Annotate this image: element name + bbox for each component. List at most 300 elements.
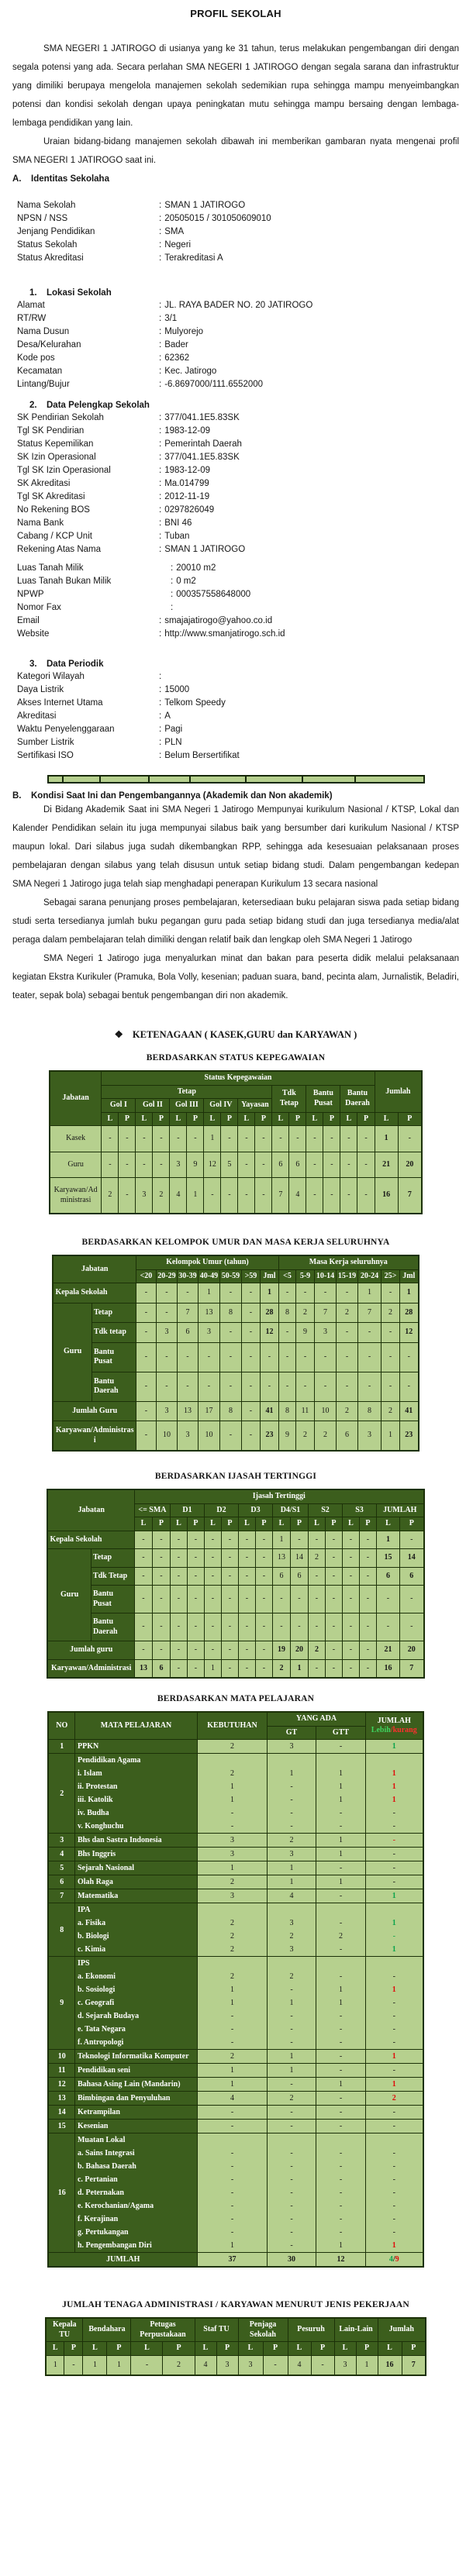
data-cell: - (366, 2064, 423, 2078)
header-cell: Jumlah guru (47, 1641, 134, 1660)
data-cell: 2 (308, 1641, 325, 1660)
field-value: 1983-12-09 (164, 426, 211, 436)
data-cell: 1 (107, 2355, 131, 2375)
data-cell: - (267, 2173, 316, 2186)
header-cell: e. Kerochanian/Agama (74, 2199, 197, 2213)
data-cell: 2 (197, 1740, 267, 1754)
field-row (17, 226, 459, 239)
header-cell: Bhs Inggris (74, 1848, 197, 1861)
data-cell: - (221, 1178, 238, 1214)
data-cell: - (295, 1372, 314, 1401)
data-cell: 1 (204, 1659, 221, 1678)
table-row (48, 2009, 423, 2023)
data-cell: - (381, 1323, 399, 1343)
data-cell: - (290, 1613, 308, 1641)
table-block-tenaga-administrasi (12, 2300, 459, 2376)
field-colon: : (159, 413, 162, 422)
table-block-ijasah-tertinggi (12, 1472, 459, 1679)
header-cell: P (289, 1112, 306, 1126)
header-cell: 14 (48, 2106, 74, 2120)
header-cell: Karyawan/Administrasi (47, 1659, 134, 1678)
data-cell: - (366, 2173, 423, 2186)
table-row (48, 2160, 423, 2173)
header-cell: iv. Budha (74, 1806, 197, 1820)
header-cell: L (342, 1517, 359, 1531)
table-mata-pelajaran (47, 1711, 423, 2268)
field-label: Kode pos (17, 353, 55, 363)
header-cell: 10-14 (314, 1269, 336, 1283)
field-label: Akses Internet Utama (17, 698, 103, 708)
data-cell: 4 (288, 2355, 311, 2375)
data-cell: 1 (267, 2050, 316, 2064)
header-cell: Bantu Daerah (340, 1085, 375, 1112)
header-cell: L (238, 1517, 255, 1531)
table-row (48, 1780, 423, 1793)
data-cell: 14 (290, 1549, 308, 1568)
data-cell: - (325, 1659, 342, 1678)
header-cell: P (290, 1517, 308, 1531)
data-cell: - (238, 1586, 255, 1613)
field-row (17, 438, 459, 451)
section-b-paragraph-3: SMA Negeri 1 Jatirogo juga menyalurkan minat dan bakan para peserta didik melalui pelaksanaan kegiatan Ekstra Kurikuler (Pramuka, Bola Volly, kesenian; paduan suara, band, pecinta alam, Jurnalistik, Beladiri, teater, sepak bola) sebagai bentuk pengembangan diri non akademik. (12, 954, 459, 1000)
header-cell: Kesenian (74, 2120, 197, 2133)
data-cell: 13 (177, 1401, 198, 1421)
data-cell: - (170, 1549, 187, 1568)
data-cell: 7 (398, 1178, 422, 1214)
data-cell: 1 (366, 1780, 423, 1793)
header-cell: b. Sosiologi (74, 1983, 197, 1996)
diamond-bullet-icon: ❖ (114, 1029, 123, 1040)
field-label: Luas Tanah Milik (17, 563, 84, 573)
field-label: Tgl SK Akreditasi (17, 492, 85, 501)
data-cell: - (136, 1342, 156, 1372)
header-cell: Gol II (136, 1099, 170, 1113)
field-row (17, 588, 459, 601)
periodik-number: 3. (29, 659, 37, 669)
data-cell: - (241, 1401, 260, 1421)
header-cell: L (340, 1112, 357, 1126)
header-cell: JUMLAH (376, 1503, 423, 1517)
strip-cell (150, 777, 191, 782)
data-cell: 4 (195, 2355, 216, 2375)
data-cell (366, 1957, 423, 1971)
header-cell: b. Biologi (74, 1930, 197, 1943)
pelengkap-heading (12, 401, 459, 410)
header-cell: Jml (260, 1269, 278, 1283)
table-ijasah-tertinggi (47, 1489, 424, 1679)
field-colon: : (159, 672, 162, 681)
data-cell: - (366, 2036, 423, 2050)
table-row (48, 2036, 423, 2050)
data-cell: - (134, 1567, 152, 1586)
header-cell: Muatan Lokal (74, 2133, 197, 2147)
field-colon: : (159, 545, 162, 554)
data-cell (316, 1754, 365, 1768)
data-cell: - (221, 1641, 238, 1660)
data-cell: 1 (366, 1767, 423, 1780)
table-row (46, 2318, 426, 2342)
strip-cell (64, 777, 101, 782)
data-cell: - (187, 1549, 204, 1568)
data-cell: 3 (197, 1889, 267, 1903)
table-title-mata-pelajaran: BERDASARKAN MATA PELAJARAN (157, 1694, 315, 1703)
identitas-list (12, 199, 459, 265)
header-cell: c. Geografi (74, 1996, 197, 2009)
data-cell: - (267, 2147, 316, 2160)
field-row (17, 252, 459, 265)
data-cell: - (308, 1531, 325, 1549)
section-b-paragraph-2: Sebagai sarana penunjang proses pembelajaran, ketersediaan buku pelajaran siswa pada setiap bidang studi serta tersedianya jumlah buku pegangan guru pada setiap bidang studi dan juga tersedianya media/alat peraga dalam pembelajaran telah dimiliki dengan relatif baik dan lengkap oleh SMA Negeri 1 Jatirogo (12, 898, 459, 945)
header-cell: P (64, 2342, 83, 2356)
data-cell: - (308, 1586, 325, 1613)
data-cell: - (316, 1970, 365, 1983)
field-label: Status Sekolah (17, 240, 78, 250)
field-row (17, 723, 459, 736)
table-row (48, 2120, 423, 2133)
data-cell: - (197, 2160, 267, 2173)
data-cell (366, 1903, 423, 1917)
header-cell: IPA (74, 1903, 197, 1917)
table-row (47, 1489, 423, 1503)
data-cell: 37 (197, 2253, 267, 2268)
strip-cell (49, 777, 64, 782)
header-cell: 9 (48, 1957, 74, 2050)
data-cell: 1 (197, 2078, 267, 2092)
data-cell: - (267, 1820, 316, 1834)
data-cell: - (134, 1586, 152, 1613)
field-value: 2012-11-19 (164, 492, 210, 501)
header-cell: b. Bahasa Daerah (74, 2160, 197, 2173)
data-cell: 1 (399, 1283, 418, 1303)
data-cell: 30 (267, 2253, 316, 2268)
data-cell: 1 (366, 1917, 423, 1930)
table-row (50, 1178, 422, 1214)
field-value: 377/041.1E5.83SK (164, 453, 240, 462)
data-cell: - (316, 2186, 365, 2199)
header-cell: 5 (48, 1861, 74, 1875)
field-row (17, 451, 459, 464)
data-cell: - (316, 2023, 365, 2036)
section-a-title: Identitas Sekolaha (31, 174, 109, 184)
data-cell: - (366, 1834, 423, 1848)
data-cell: - (366, 1996, 423, 2009)
header-cell: d. Peternakan (74, 2186, 197, 2199)
data-cell: 6 (336, 1421, 357, 1452)
data-cell: - (366, 1806, 423, 1820)
data-cell: 12 (316, 2253, 365, 2268)
header-cell: P (216, 2342, 238, 2356)
data-cell: - (197, 2036, 267, 2050)
data-cell: - (197, 2199, 267, 2213)
data-cell: 3 (156, 1401, 177, 1421)
table-row (53, 1342, 418, 1372)
field-colon: : (159, 751, 162, 760)
table-row (48, 2023, 423, 2036)
field-row (17, 562, 459, 575)
header-cell: L (376, 1517, 399, 1531)
header-cell: P (357, 1112, 375, 1126)
header-cell: PPKN (74, 1740, 197, 1754)
header-cell: Bimbingan dan Penyuluhan (74, 2092, 197, 2106)
data-cell: - (366, 2120, 423, 2133)
data-cell: - (290, 1531, 308, 1549)
header-cell: d. Sejarah Budaya (74, 2009, 197, 2023)
table-row (46, 2355, 426, 2375)
data-cell (316, 1903, 365, 1917)
data-cell: - (267, 1780, 316, 1793)
header-cell: L (195, 2342, 216, 2356)
header-cell: Jumlah (375, 1071, 422, 1112)
data-cell: - (316, 2036, 365, 2050)
lokasi-heading (12, 288, 459, 298)
periodik-list (12, 670, 459, 763)
header-cell: Tetap (91, 1303, 136, 1323)
data-cell: - (136, 1303, 156, 1323)
data-cell: - (357, 1178, 375, 1214)
table-row (48, 2147, 423, 2160)
pelengkap-title: Data Pelengkap Sekolah (47, 401, 150, 410)
data-cell: - (366, 1848, 423, 1861)
data-cell: - (316, 1806, 365, 1820)
data-cell: - (342, 1531, 359, 1549)
table-row (48, 2078, 423, 2092)
field-colon: : (171, 563, 174, 573)
field-colon: : (159, 214, 162, 223)
header-cell: Petugas Perpustakaan (131, 2318, 195, 2342)
field-value: Terakreditasi A (164, 253, 223, 263)
field-label: Sertifikasi ISO (17, 751, 74, 760)
data-cell: - (177, 1283, 198, 1303)
header-cell: Kelompok Umur (tahun) (136, 1255, 278, 1269)
data-cell: - (325, 1549, 342, 1568)
header-cell: Teknologi Informatika Komputer (74, 2050, 197, 2064)
table-row (48, 1740, 423, 1754)
data-cell: 2 (308, 1549, 325, 1568)
data-cell: - (336, 1342, 357, 1372)
intro-paragraph-2: Uraian bidang-bidang manajemen sekolah dibawah ini memberikan gambaran nyata mengenai profil SMA NEGERI 1 JATIROGO saat ini. (12, 137, 459, 165)
data-cell: - (267, 2009, 316, 2023)
data-cell: 1 (267, 1996, 316, 2009)
data-cell: - (340, 1178, 357, 1214)
table-status-kepegawaian (49, 1070, 423, 1214)
data-cell: - (399, 1613, 423, 1641)
data-cell: - (156, 1372, 177, 1401)
data-cell (267, 1754, 316, 1768)
section-b-paragraph-1: Di Bidang Akademik Saat ini SMA Negeri 1 Jatirogo Mempunyai kurikulum Nasional / KTSP, Lokal dan Kalender Pendidikan selain itu juga mempunyai silabus baik yang bersumber dari kurikulum Nasional / KTSP maupun lokal. Dari silabus juga sudah dikembangkan RPP, sehingga ada kesesuaian pelaksanaan proses pembelajaran dengan silabus yang telah disusun untuk setiap bidang studi. Dalam pengembangan kedepan SMA Negeri 1 Jatirogo juga telah siap menghadapi penerapan Kurikulum 13 secara nasional (12, 805, 459, 889)
data-cell: - (204, 1613, 221, 1641)
field-row (17, 575, 459, 588)
field-colon: : (159, 367, 162, 376)
header-cell: 10 (48, 2050, 74, 2064)
header-cell: Guru (47, 1549, 91, 1641)
header-cell: P (359, 1517, 376, 1531)
data-cell: 21 (375, 1152, 398, 1178)
data-cell: - (255, 1126, 272, 1152)
data-cell: - (219, 1283, 241, 1303)
data-cell: - (255, 1586, 272, 1613)
data-cell: - (102, 1126, 119, 1152)
data-cell: - (272, 1586, 290, 1613)
data-cell: - (156, 1283, 177, 1303)
table-row (53, 1303, 418, 1323)
header-cell: GT (267, 1726, 316, 1740)
data-cell: - (221, 1567, 238, 1586)
header-cell: Jabatan (53, 1255, 136, 1283)
data-cell: 16 (378, 2355, 402, 2375)
field-label: Kecamatan (17, 367, 63, 376)
data-cell: - (241, 1372, 260, 1401)
data-cell: - (316, 1820, 365, 1834)
table-row (47, 1586, 423, 1613)
header-cell: KEBUTUHAN (197, 1712, 267, 1740)
header-cell: Jabatan (50, 1071, 102, 1126)
data-cell: 1 (316, 1848, 365, 1861)
table-row (47, 1613, 423, 1641)
data-cell: 2 (295, 1421, 314, 1452)
field-row (17, 736, 459, 749)
table-row (53, 1372, 418, 1401)
data-cell: - (241, 1283, 260, 1303)
field-colon: : (159, 453, 162, 462)
data-cell: - (295, 1342, 314, 1372)
data-cell (316, 2133, 365, 2147)
field-value: JL. RAYA BADER NO. 20 JATIROGO (164, 301, 313, 310)
data-cell: - (376, 1586, 399, 1613)
header-cell: Gol I (102, 1099, 136, 1113)
data-cell: 12 (399, 1323, 418, 1343)
field-colon: : (159, 353, 162, 363)
strip-cell (303, 777, 356, 782)
data-cell: - (219, 1421, 241, 1452)
field-value: Mulyorejo (164, 327, 204, 336)
field-label: Tgl SK Izin Operasional (17, 466, 111, 475)
table-row (48, 2106, 423, 2120)
field-label: Cabang / KCP Unit (17, 532, 92, 541)
data-cell: - (359, 1586, 376, 1613)
table-row (48, 1943, 423, 1957)
data-cell: 3 (267, 1917, 316, 1930)
data-cell: - (314, 1342, 336, 1372)
data-cell: 3 (267, 1943, 316, 1957)
data-cell: - (197, 2009, 267, 2023)
data-cell: - (177, 1372, 198, 1401)
data-cell: - (359, 1567, 376, 1586)
table-row (48, 2133, 423, 2147)
header-cell: 15 (48, 2120, 74, 2133)
header-cell: S3 (342, 1503, 376, 1517)
field-row (17, 670, 459, 684)
data-cell: - (221, 1659, 238, 1678)
data-cell: - (290, 1586, 308, 1613)
header-cell: 8 (48, 1903, 74, 1957)
data-cell: - (238, 1613, 255, 1641)
data-cell: - (152, 1567, 170, 1586)
field-label: NPSN / NSS (17, 214, 68, 223)
data-cell: - (238, 1178, 255, 1214)
field-value: Negeri (164, 240, 192, 250)
header-cell: Bantu Pusat (91, 1586, 134, 1613)
data-cell: - (136, 1421, 156, 1452)
data-cell: - (238, 1152, 255, 1178)
header-cell: L (83, 2342, 107, 2356)
data-cell: 3 (177, 1421, 198, 1452)
data-cell: 6 (272, 1152, 289, 1178)
header-cell: Lain-Lain (334, 2318, 378, 2342)
data-cell: 41 (260, 1401, 278, 1421)
field-row (17, 365, 459, 378)
data-cell: - (134, 1549, 152, 1568)
data-cell: - (221, 1531, 238, 1549)
data-cell: - (255, 1641, 272, 1660)
table-row (53, 1283, 418, 1303)
header-cell: P (187, 1112, 204, 1126)
data-cell: 13 (198, 1303, 219, 1323)
data-cell: - (255, 1178, 272, 1214)
data-cell: 2 (272, 1659, 290, 1678)
data-cell: 3 (136, 1178, 153, 1214)
data-cell: 1 (46, 2355, 64, 2375)
data-cell: - (219, 1323, 241, 1343)
data-cell: - (119, 1126, 136, 1152)
header-cell: Bhs dan Sastra Indonesia (74, 1834, 197, 1848)
data-cell: 11 (295, 1401, 314, 1421)
table-row (47, 1567, 423, 1586)
data-cell: 2 (267, 1930, 316, 1943)
data-cell (316, 1957, 365, 1971)
field-row (17, 212, 459, 226)
data-cell: 1 (204, 1126, 221, 1152)
data-cell: 8 (219, 1401, 241, 1421)
data-cell: - (359, 1641, 376, 1660)
field-colon: : (159, 479, 162, 488)
header-cell: L (334, 2342, 356, 2356)
data-cell: - (255, 1659, 272, 1678)
data-cell: 6 (376, 1567, 399, 1586)
table-row (48, 1889, 423, 1903)
data-cell: - (102, 1152, 119, 1178)
field-label: NPWP (17, 590, 44, 599)
table-row (50, 1085, 422, 1099)
header-cell: v. Konghuchu (74, 1820, 197, 1834)
field-value: Ma.014799 (164, 479, 209, 488)
data-cell: 1 (356, 2355, 378, 2375)
header-cell: Bendahara (83, 2318, 131, 2342)
data-cell: 4 (197, 2092, 267, 2106)
table-block-kelompok-umur-masa-kerja (12, 1238, 459, 1452)
data-cell: - (366, 2106, 423, 2120)
header-cell: P (311, 2342, 334, 2356)
data-cell: 6 (399, 1567, 423, 1586)
data-cell: 1 (267, 1767, 316, 1780)
header-cell: P (356, 2342, 378, 2356)
data-cell: - (357, 1372, 381, 1401)
data-cell: - (325, 1613, 342, 1641)
data-cell: - (316, 1861, 365, 1875)
header-cell: Tdk Tetap (91, 1567, 134, 1586)
data-cell: - (399, 1342, 418, 1372)
header-cell: L (46, 2342, 64, 2356)
data-cell: 28 (260, 1303, 278, 1323)
field-value: BNI 46 (164, 518, 192, 528)
data-cell: - (325, 1586, 342, 1613)
header-cell: h. Pengembangan Diri (74, 2239, 197, 2253)
data-cell: 3 (170, 1152, 187, 1178)
data-cell: - (366, 2199, 423, 2213)
data-cell (197, 1754, 267, 1768)
data-cell: - (336, 1283, 357, 1303)
field-colon: : (159, 685, 162, 694)
data-cell: - (204, 1549, 221, 1568)
